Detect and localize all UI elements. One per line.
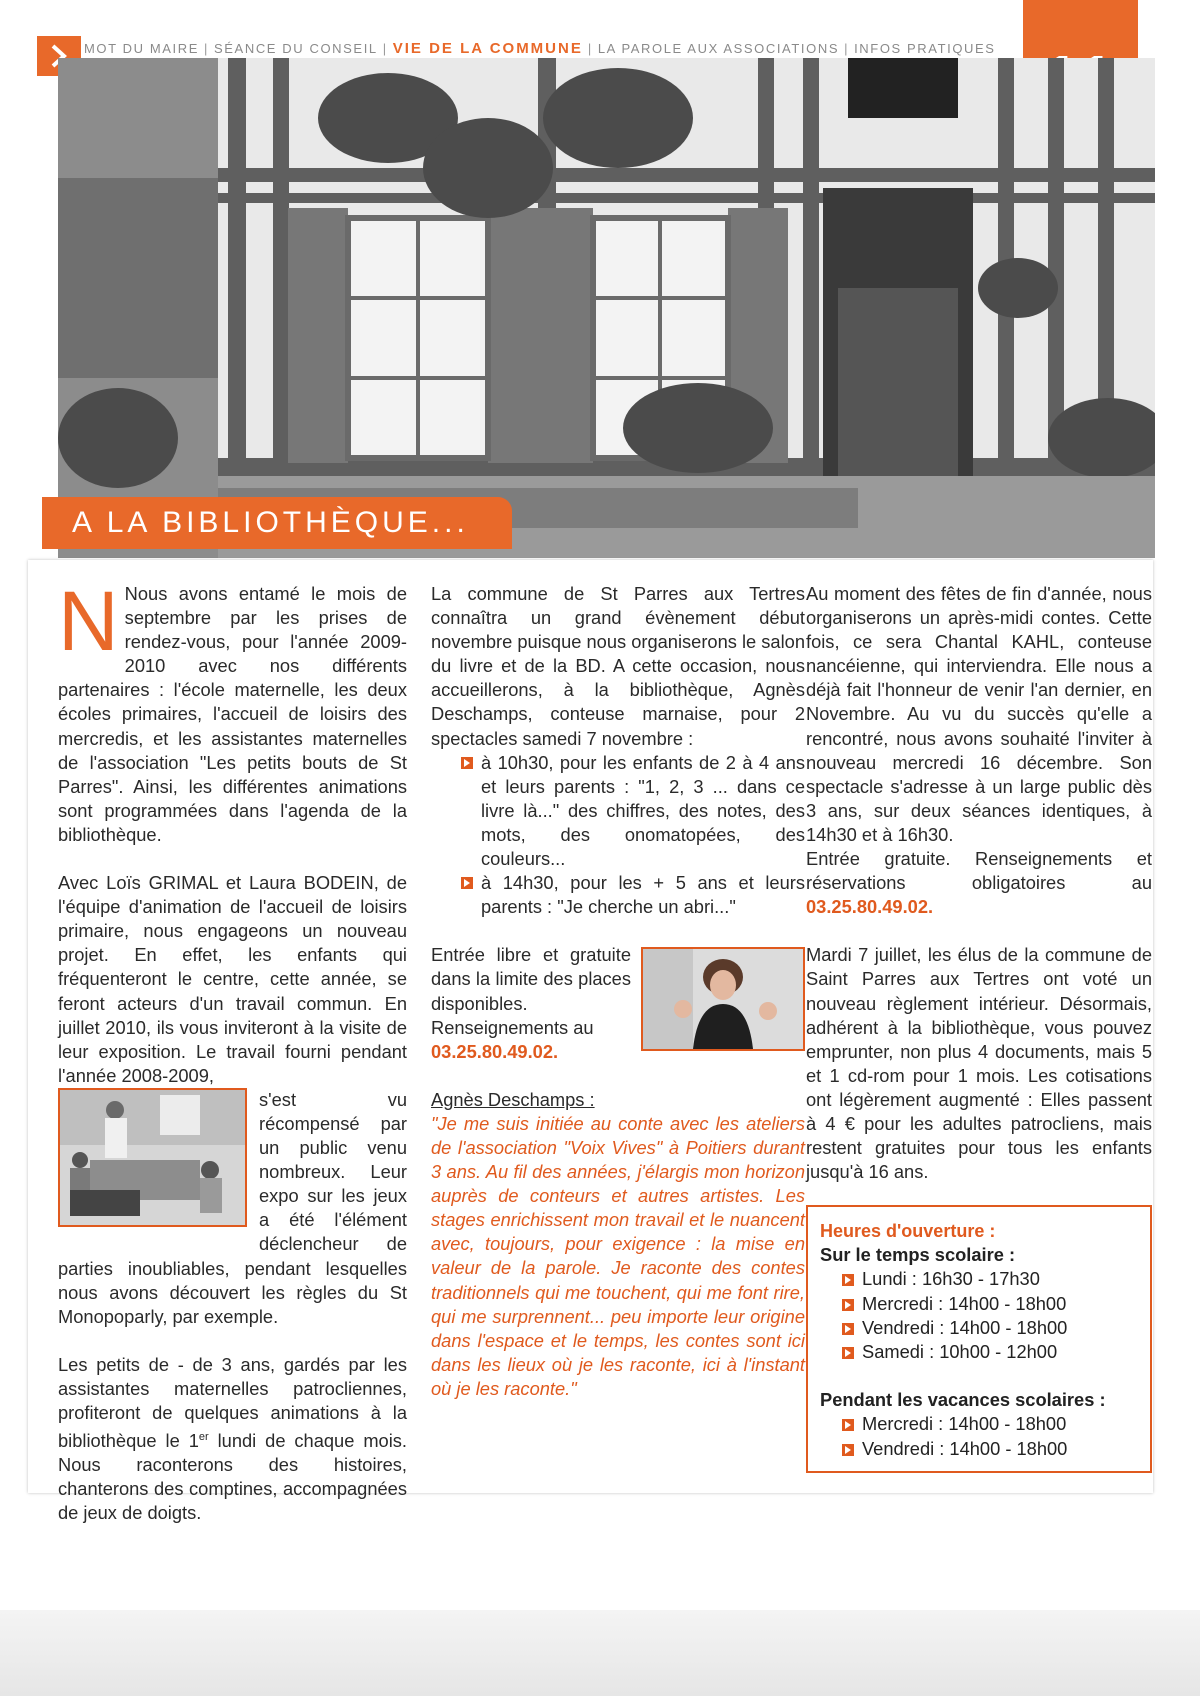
hours-text: Vendredi : 14h00 - 18h00 xyxy=(862,1316,1068,1338)
nav-separator: | xyxy=(382,40,388,56)
hours-text: Mercredi : 14h00 - 18h00 xyxy=(862,1413,1067,1435)
superscript-er: er xyxy=(198,1431,209,1444)
nav-separator: | xyxy=(587,40,593,56)
col1-paragraph-1: Nous avons entamé le mois de septembre par les prises de rendez-vous, pour l'année 2009-2010 avec nos différents partenaires : l'école maternelle, les deux écoles primaires, l'accueil de loisirs des mercredis, et les assistantes maternelles de l'association "Les petits bouts de St Parres". Ainsi, les différentes animations sont programmées dans l'agenda de la bibliothèque. xyxy=(58,583,407,845)
col1-paragraph-2b: s'est vu récompensé par un public venu nombreux. Leur expo sur les jeux a été l'élément déclencheur de parties inoubliables, pendant lesquelles nous avons découvert les règles du St Monopoparly, par exemple. xyxy=(58,1088,407,1327)
col3-paragraph-2: Mardi 7 juillet, les élus de la commune de Saint Parres aux Tertres ont voté un nouveau règlement intérieur. Désormais, adhérent à la bibliothèque, vous pouvez emprunter, non plus 4 documents, mais 5 et 1 cd-rom pour 1 mois. Les cotisations ont légèrement augmenté : Elles passent à 4 € pour les adultes patrocliens, mais restent gratuites pour tous les enfants jusqu'à 16 ans. xyxy=(806,944,1152,1183)
section-title: A LA BIBLIOTHÈQUE... xyxy=(72,506,469,539)
arrow-bullet-icon xyxy=(842,1299,854,1311)
hours-text: Samedi : 10h00 - 12h00 xyxy=(862,1341,1058,1363)
children-workshop-photo xyxy=(58,1088,247,1227)
hours-text: Vendredi : 14h00 - 18h00 xyxy=(862,1437,1068,1459)
hours-item xyxy=(842,1267,1138,1291)
nav-seance-du-conseil[interactable]: SÉANCE DU CONSEIL xyxy=(214,40,378,56)
hours-item xyxy=(842,1412,1138,1436)
drop-cap: N xyxy=(58,574,119,668)
arrow-bullet-icon xyxy=(842,1347,854,1359)
hours-item xyxy=(842,1292,1138,1316)
col2-paragraph-1: La commune de St Parres aux Tertres connaîtra un grand évènement début novembre puisque nous organiserons le salon du livre et de la BD. A cette occasion, nous accueillerons, à la bibliothèque, Agnès Deschamps, conteuse marnaise, pour 2 spectacles samedi 7 novembre : xyxy=(431,583,805,749)
storyteller-quote: "Je me suis initiée au conte avec les ateliers de l'association "Voix Vives" à Poitiers durant 3 ans. Au fil des années, j'élargis mon horizon auprès de conteurs et autres artistes. Les stages enrichissent mon travail et le nuancent avec, toujours, pour exigence : la mise en valeur de la parole. Je raconte des contes traditionnels qui me touchent, qui me font rire, qui me surprennent... peu importe leur origine dans l'espace et le temps, les contes sont ici dans les lieux où je les raconte, ici à l'instant où je les raconte." xyxy=(431,1112,805,1399)
column-3 xyxy=(806,582,1152,1184)
nav-mot-du-maire[interactable]: MOT DU MAIRE xyxy=(84,40,200,56)
arrow-bullet-icon xyxy=(842,1444,854,1456)
bullet-item xyxy=(461,871,805,919)
holiday-title: Pendant les vacances scolaires : xyxy=(820,1389,1106,1411)
col3-paragraph-1: Au moment des fêtes de fin d'année, nous organiserons un après-midi contes. Cette fois, ce sera Chantal KAHL, conteuse nancéienne, qui interviendra. Elle nous a déjà fait l'honneur de venir l'an dernier, en Novembre. Au vu du succès qu'elle a rencontré, nous avons souhaité l'inviter à nouveau mercredi 16 décembre. Son spectacle s'adresse à un large public dès 3 ans, sur deux séances identiques, à 14h30 et à 16h30. xyxy=(806,583,1152,845)
hours-text: Lundi : 16h30 - 17h30 xyxy=(862,1268,1040,1290)
col3-paragraph-1b xyxy=(806,847,1152,919)
phone-number: 03.25.80.49.02. xyxy=(431,1040,559,1062)
page-bottom-shadow xyxy=(0,1610,1200,1696)
col2-paragraph-2: Entrée libre et gratuite dans la limite des places disponibles. Renseignements au xyxy=(431,944,631,1038)
bullet-text: à 14h30, pour les + 5 ans et leurs parents : "Je cherche un abri..." xyxy=(481,872,805,918)
hours-text: Mercredi : 14h00 - 18h00 xyxy=(862,1292,1067,1314)
bullet-item xyxy=(461,751,805,871)
hours-item xyxy=(842,1340,1138,1364)
arrow-bullet-icon xyxy=(461,877,473,889)
school-time-title: Sur le temps scolaire : xyxy=(820,1244,1016,1266)
opening-hours-box xyxy=(806,1205,1152,1473)
arrow-bullet-icon xyxy=(461,757,473,769)
bullet-text: à 10h30, pour les enfants de 2 à 4 ans et leurs parents : "1, 2, 3 ... dans ce livre là..." des chiffres, des notes, des mots, des onomatopées, des couleurs... xyxy=(481,751,805,870)
col1-paragraph-3 xyxy=(58,1353,407,1526)
nav-vie-de-la-commune[interactable]: VIE DE LA COMMUNE xyxy=(392,39,583,57)
arrow-bullet-icon xyxy=(842,1419,854,1431)
col1-paragraph-3-text: Les petits de - de 3 ans, gardés par les assistantes maternelles patrocliennes, profiteront de quelques animations à la bibliothèque le 1 xyxy=(58,1353,407,1452)
phone-number: 03.25.80.49.02. xyxy=(806,896,934,918)
nav-separator: | xyxy=(204,40,210,56)
quote-author: Agnès Deschamps : xyxy=(431,1088,595,1110)
opening-hours-title: Heures d'ouverture : xyxy=(820,1221,996,1241)
library-facade-photo xyxy=(58,58,1155,558)
col1-paragraph-3-end: lundi de chaque mois. Nous raconterons des histoires, chanterons des comptines, accompagnées de jeux de doigts. xyxy=(58,1430,408,1524)
column-2 xyxy=(431,582,805,1401)
reservation-text: Entrée gratuite. Renseignements et réservations obligatoires au xyxy=(806,848,1152,894)
section-title-tab xyxy=(42,497,512,549)
nav-infos-pratiques[interactable]: INFOS PRATIQUES xyxy=(854,40,996,56)
arrow-bullet-icon xyxy=(842,1274,854,1286)
section-nav xyxy=(84,38,996,58)
hours-item xyxy=(842,1316,1138,1340)
nav-parole-associations[interactable]: LA PAROLE AUX ASSOCIATIONS xyxy=(597,40,840,56)
nav-separator: | xyxy=(844,40,850,56)
column-1 xyxy=(58,574,408,1526)
arrow-bullet-icon xyxy=(842,1323,854,1335)
hours-item xyxy=(842,1437,1138,1461)
storyteller-photo xyxy=(641,947,805,1051)
col1-paragraph-2a: Avec Loïs GRIMAL et Laura BODEIN, de l'équipe d'animation de l'accueil de loisirs primaire, nous engageons un nouveau projet. En effet, les enfants qui fréquenteront le centre, cette année, se feront acteurs d'un travail commun. En juillet 2010, ils vous inviteront à la visite de leur exposition. Le travail fourni pendant l'année 2008-2009, xyxy=(58,872,407,1086)
